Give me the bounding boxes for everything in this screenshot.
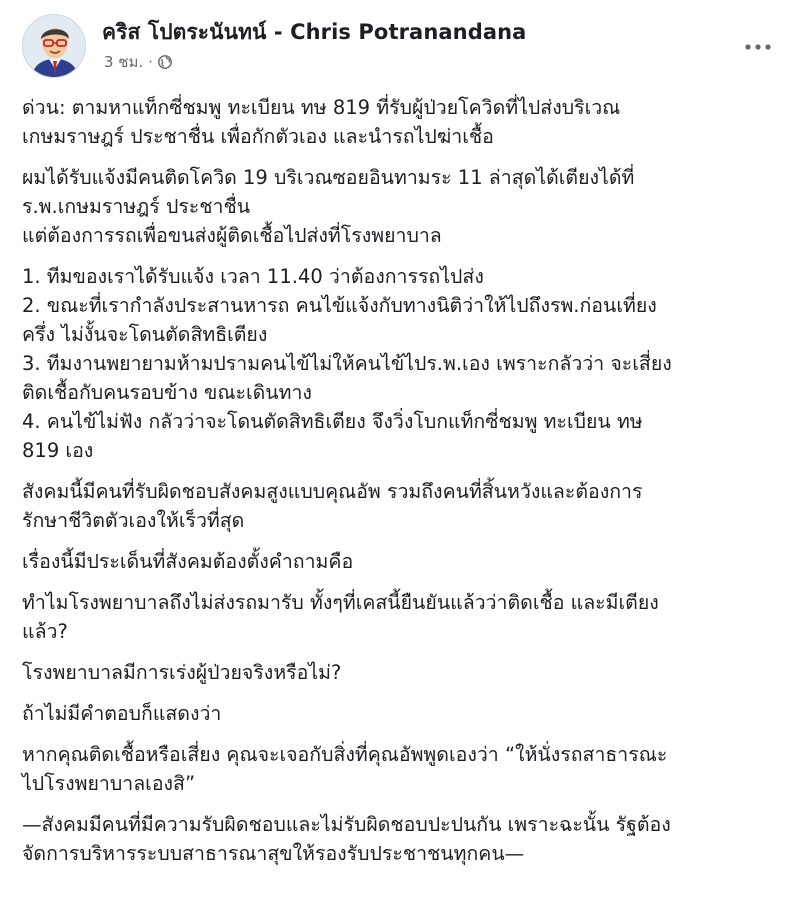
meta-separator: ·: [148, 53, 153, 71]
more-options-icon: [743, 43, 773, 51]
avatar[interactable]: [22, 14, 86, 78]
post-paragraph: เรื่องนี้มีประเด็นที่สังคมต้องตั้งคำถามคือ: [22, 550, 354, 573]
post-timestamp[interactable]: 3 ชม.: [104, 53, 144, 71]
post-meta: [104, 50, 172, 74]
author-name[interactable]: คริส โปตระนันทน์ - Chris Potranandana: [102, 20, 527, 44]
post-body: [22, 93, 792, 880]
post-paragraph: 1. ทีมของเราได้รับแจ้ง เวลา 11.40 ว่าต้องการรถไปส่ง 2. ขณะที่เรากำลังประสานหารถ คนไข้แจ้งกับทางนิติว่าให้ไปถึงรพ.ก่อนเที่ยง ครึ่ง ไม่งั้นจะโดนตัดสิทธิเตียง 3. ทีมงานพยายามห้ามปรามคนไข้ไม่ให้คนไข้ไปร.พ.เอง เพราะกลัวว่า จะเสี่ยง ติดเชื้อกับคนรอบข้าง ขณะเดินทาง 4. คนไข้ไม่ฟัง กลัวว่าจะโดนตัดสิทธิเตียง จึงวิ่งโบกแท็กซี่ชมพู ทะเบียน ทษ 819 เอง: [22, 265, 672, 462]
avatar-illustration: [23, 15, 86, 78]
post-paragraph: โรงพยาบาลมีการเร่งผู้ป่วยจริงหรือไม่?: [22, 661, 342, 684]
post-header: [22, 14, 782, 80]
post-paragraph: ถ้าไม่มีคำตอบก็แสดงว่า: [22, 702, 222, 725]
post-paragraph: —สังคมมีคนที่มีความรับผิดชอบและไม่รับผิดชอบปะปนกัน เพราะฉะนั้น รัฐต้อง จัดการบริหารระบบสาธารณาสุขให้รองรับประชาชนทุกคน—: [22, 813, 671, 865]
post-paragraph: ทำไมโรงพยาบาลถึงไม่ส่งรถมารับ ทั้งๆที่เคสนี้ยืนยันแล้วว่าติดเชื้อ และมีเตียง แล้ว?: [22, 591, 659, 643]
globe-icon: [158, 55, 172, 69]
post-paragraph: ผมได้รับแจ้งมีคนติดโควิด 19 บริเวณซอยอินทามระ 11 ล่าสุดได้เตียงได้ที่ ร.พ.เกษมราษฎร์ ประชาชื่น แต่ต้องการรถเพื่อขนส่งผู้ติดเชื้อไปส่งที่โรงพยาบาล: [22, 166, 635, 247]
post-paragraph: ด่วน: ตามหาแท็กซี่ชมพู ทะเบียน ทษ 819 ที่รับผู้ป่วยโควิดที่ไปส่งบริเวณ เกษมราษฎร์ ประชาชื่น เพื่อกักตัวเอง และนำรถไปฆ่าเชื้อ: [22, 96, 621, 148]
post-paragraph: สังคมนี้มีคนที่รับผิดชอบสังคมสูงแบบคุณอัพ รวมถึงคนที่สิ้นหวังและต้องการ รักษาชีวิตตัวเองให้เร็วที่สุด: [22, 480, 643, 532]
post-paragraph: หากคุณติดเชื้อหรือเสี่ยง คุณจะเจอกับสิ่งที่คุณอัพพูดเองว่า “ให้นั่งรถสาธารณะ ไปโรงพยาบาลเองสิ”: [22, 743, 668, 795]
more-options-button[interactable]: [738, 32, 778, 62]
